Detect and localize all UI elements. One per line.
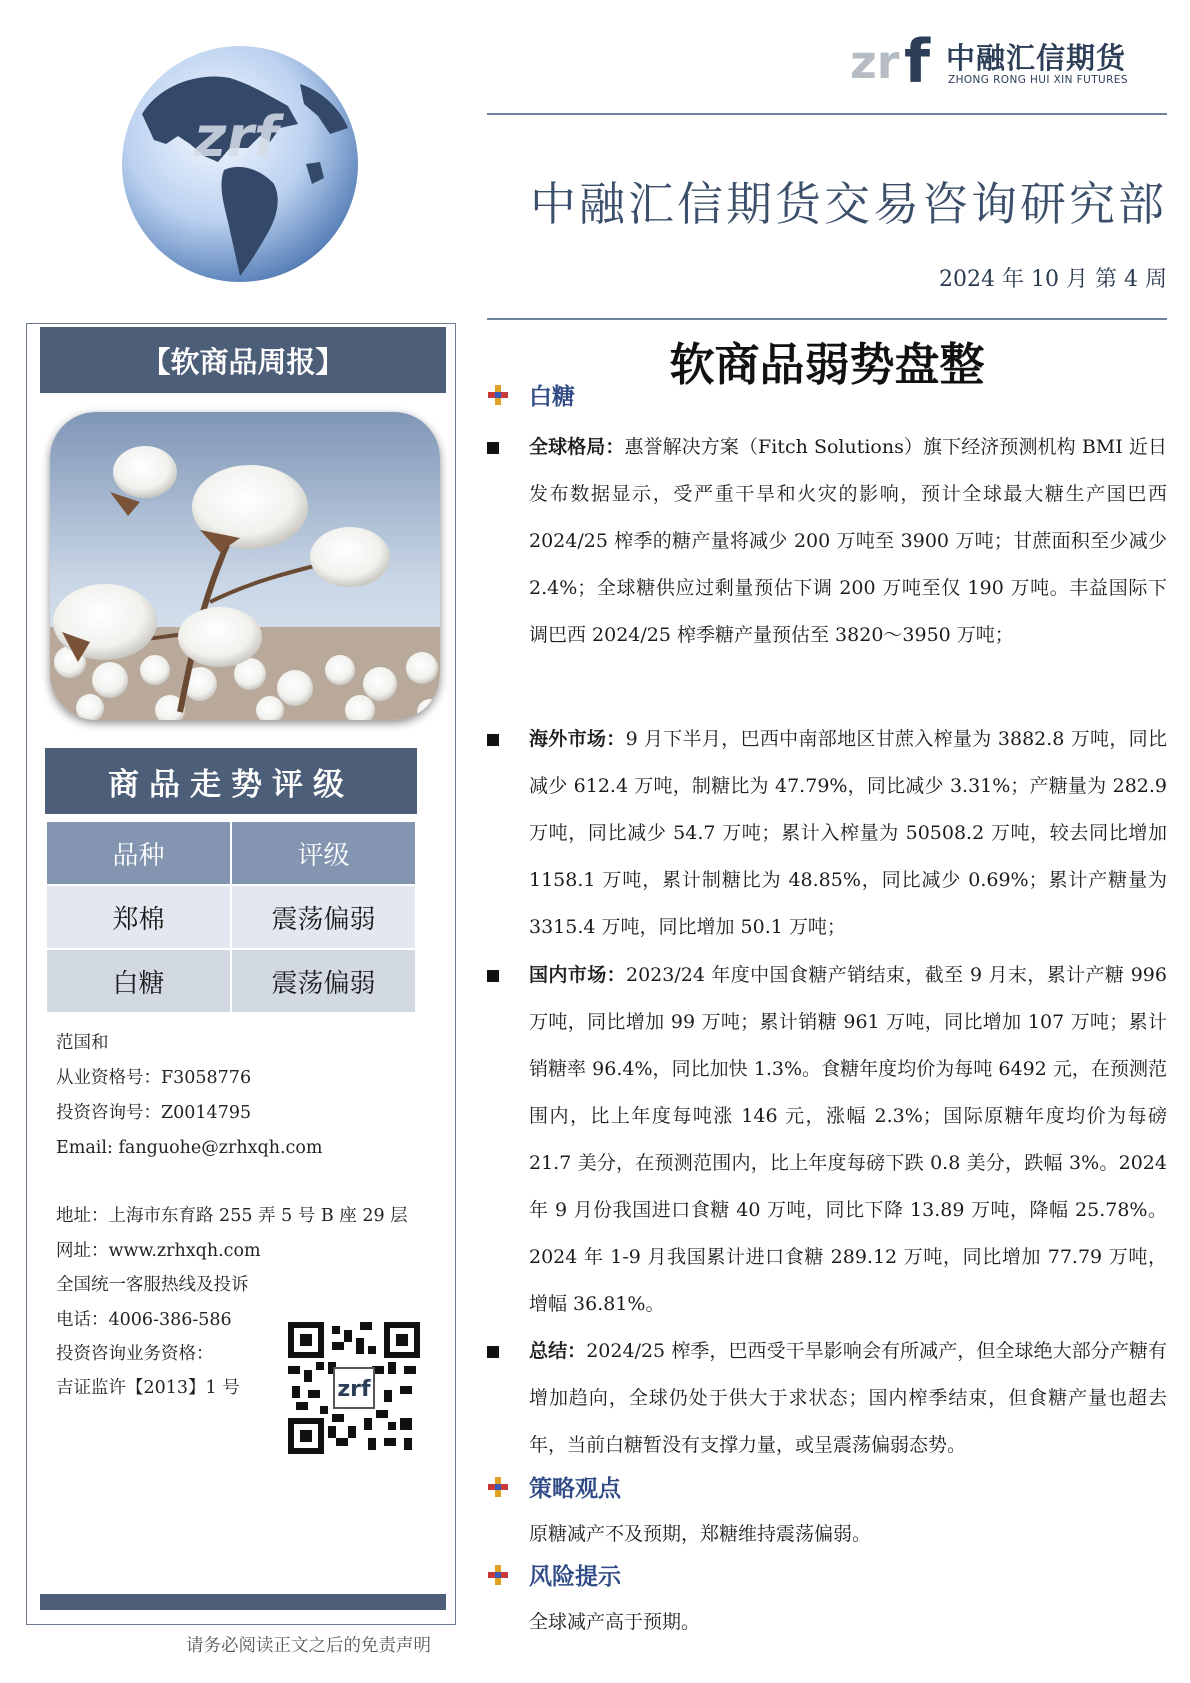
qr-code-icon bbox=[288, 1322, 420, 1454]
rating-value: 震荡偏弱 bbox=[231, 885, 416, 949]
cotton-photo bbox=[50, 412, 440, 720]
paragraph-summary bbox=[487, 1328, 1167, 1469]
sidebar-footer-bar bbox=[40, 1594, 446, 1610]
paragraph-text: 9 月下半月，巴西中南部地区甘蔗入榨量为 3882.8 万吨，同比减少 612.4 万吨，制糖比为 47.79%，同比减少 3.31%；产糖量为 282.9 万吨，同比减少 54.7 万吨；累计入榨量为 50508.2 万吨，较去同比增加 1158.1 万吨，累计制糖比为 48.85%，同比减少 0.69%；累计产糖量为 3315.4 万吨，同比增加 50.1 万吨； bbox=[529, 728, 1167, 938]
section-heading-strategy bbox=[487, 1470, 621, 1503]
department-title: 中融汇信期货交易咨询研究部 bbox=[530, 177, 1167, 231]
rating-commodity: 郑棉 bbox=[46, 885, 231, 949]
license-number: 吉证监许【2013】1 号 bbox=[56, 1378, 240, 1398]
square-bullet-icon bbox=[487, 1346, 499, 1358]
license-label: 投资咨询业务资格： bbox=[56, 1344, 214, 1364]
hotline-number: 电话：4006-386-586 bbox=[56, 1310, 232, 1330]
globe-logo-mark: zrf bbox=[193, 105, 279, 170]
analyst-name: 范国和 bbox=[56, 1033, 109, 1053]
table-row bbox=[46, 949, 416, 1013]
report-date: 2024 年 10 月 第 4 周 bbox=[939, 267, 1167, 292]
consult-number: 投资咨询号：Z0014795 bbox=[56, 1103, 252, 1123]
rating-commodity: 白糖 bbox=[46, 949, 231, 1013]
square-bullet-icon bbox=[487, 970, 499, 982]
table-row bbox=[46, 885, 416, 949]
paragraph-global bbox=[487, 424, 1167, 659]
report-type-banner: 【软商品周报】 bbox=[40, 327, 446, 393]
section-heading-risk bbox=[487, 1558, 621, 1591]
logo-chinese-name: 中融汇信期货 bbox=[946, 41, 1127, 75]
report-headline: 软商品弱势盘整 bbox=[669, 338, 985, 391]
rating-header-rating: 评级 bbox=[231, 821, 416, 885]
rating-header-commodity: 品种 bbox=[46, 821, 231, 885]
hotline-label: 全国统一客服热线及投诉 bbox=[56, 1275, 249, 1295]
paragraph-text: 惠誉解决方案（Fitch Solutions）旗下经济预测机构 BMI 近日发布数据显示，受严重干旱和火灾的影响，预计全球最大糖生产国巴西 2024/25 榨季的糖产量将减少 200 万吨至 3900 万吨；甘蔗面积至少减少 2.4%；全球糖供应过剩量预估下调 200 万吨至仅 190 万吨。丰益国际下调巴西 2024/25 榨季糖产量预估至 3820～3950 万吨； bbox=[529, 436, 1167, 646]
company-website: 网址：www.zrhxqh.com bbox=[56, 1241, 261, 1261]
date-divider bbox=[487, 318, 1167, 320]
company-address: 地址：上海市东育路 255 弄 5 号 B 座 29 层 bbox=[56, 1206, 408, 1226]
section-heading-sugar bbox=[487, 378, 575, 411]
bullet-plus-icon bbox=[487, 1564, 509, 1586]
rating-banner: 商品走势评级 bbox=[45, 748, 417, 814]
section-title: 风险提示 bbox=[529, 1564, 621, 1590]
logo-mark-zr: zr bbox=[850, 35, 900, 88]
square-bullet-icon bbox=[487, 734, 499, 746]
paragraph-label: 海外市场： bbox=[529, 728, 626, 750]
section-title: 白糖 bbox=[529, 384, 575, 410]
bullet-plus-icon bbox=[487, 1476, 509, 1498]
paragraph-text: 2023/24 年度中国食糖产销结束，截至 9 月末，累计产糖 996 万吨，同比增加 99 万吨；累计销糖 961 万吨，同比增加 107 万吨；累计销糖率 96.4%，同比加快 1.3%。食糖年度均价为每吨 6492 元，在预测范围内，比上年度每吨涨 146 元，涨幅 2.3%；国际原糖年度均价为每磅 21.7 美分，在预测范围内，比上年度每磅下跌 0.8 美分，跌幅 3%。2024 年 9 月份我国进口食糖 40 万吨，同比下降 13.89 万吨，降幅 25.78%。2024 年 1-9 月我国累计进口食糖 289.12 万吨，同比增加 77.79 万吨，增幅 36.81%。 bbox=[529, 964, 1167, 1315]
header-divider bbox=[487, 113, 1167, 115]
zrf-logo-icon bbox=[848, 28, 944, 88]
qualification-number: 从业资格号：F3058776 bbox=[56, 1068, 252, 1088]
globe-logo bbox=[120, 44, 360, 284]
logo-mark-f: f bbox=[904, 28, 931, 88]
square-bullet-icon bbox=[487, 442, 499, 454]
paragraph-text: 2024/25 榨季，巴西受干旱影响会有所减产，但全球绝大部分产糖有增加趋向，全球仍处于供大于求状态；国内榨季结束，但食糖产量也超去年，当前白糖暂没有支撑力量，或呈震荡偏弱态势。 bbox=[529, 1340, 1167, 1456]
paragraph-label: 国内市场： bbox=[529, 964, 626, 986]
disclaimer-note: 请务必阅读正文之后的免责声明 bbox=[186, 1636, 431, 1656]
rating-value: 震荡偏弱 bbox=[231, 949, 416, 1013]
paragraph-label: 全球格局： bbox=[529, 436, 625, 458]
rating-table bbox=[45, 820, 417, 1014]
analyst-email: Email: fanguohe@zrhxqh.com bbox=[56, 1138, 323, 1158]
paragraph-overseas bbox=[487, 716, 1167, 951]
company-logo bbox=[848, 28, 1138, 90]
qr-logo-mark: zrf bbox=[337, 1377, 371, 1402]
logo-english-name: ZHONG RONG HUI XIN FUTURES bbox=[948, 74, 1128, 86]
paragraph-domestic bbox=[487, 952, 1167, 1328]
bullet-plus-icon bbox=[487, 384, 509, 406]
paragraph-label: 总结： bbox=[529, 1340, 587, 1362]
risk-text: 全球减产高于预期。 bbox=[529, 1611, 701, 1633]
section-title: 策略观点 bbox=[529, 1476, 621, 1502]
rating-header-row bbox=[46, 821, 416, 885]
strategy-text: 原糖减产不及预期，郑糖维持震荡偏弱。 bbox=[529, 1523, 872, 1545]
